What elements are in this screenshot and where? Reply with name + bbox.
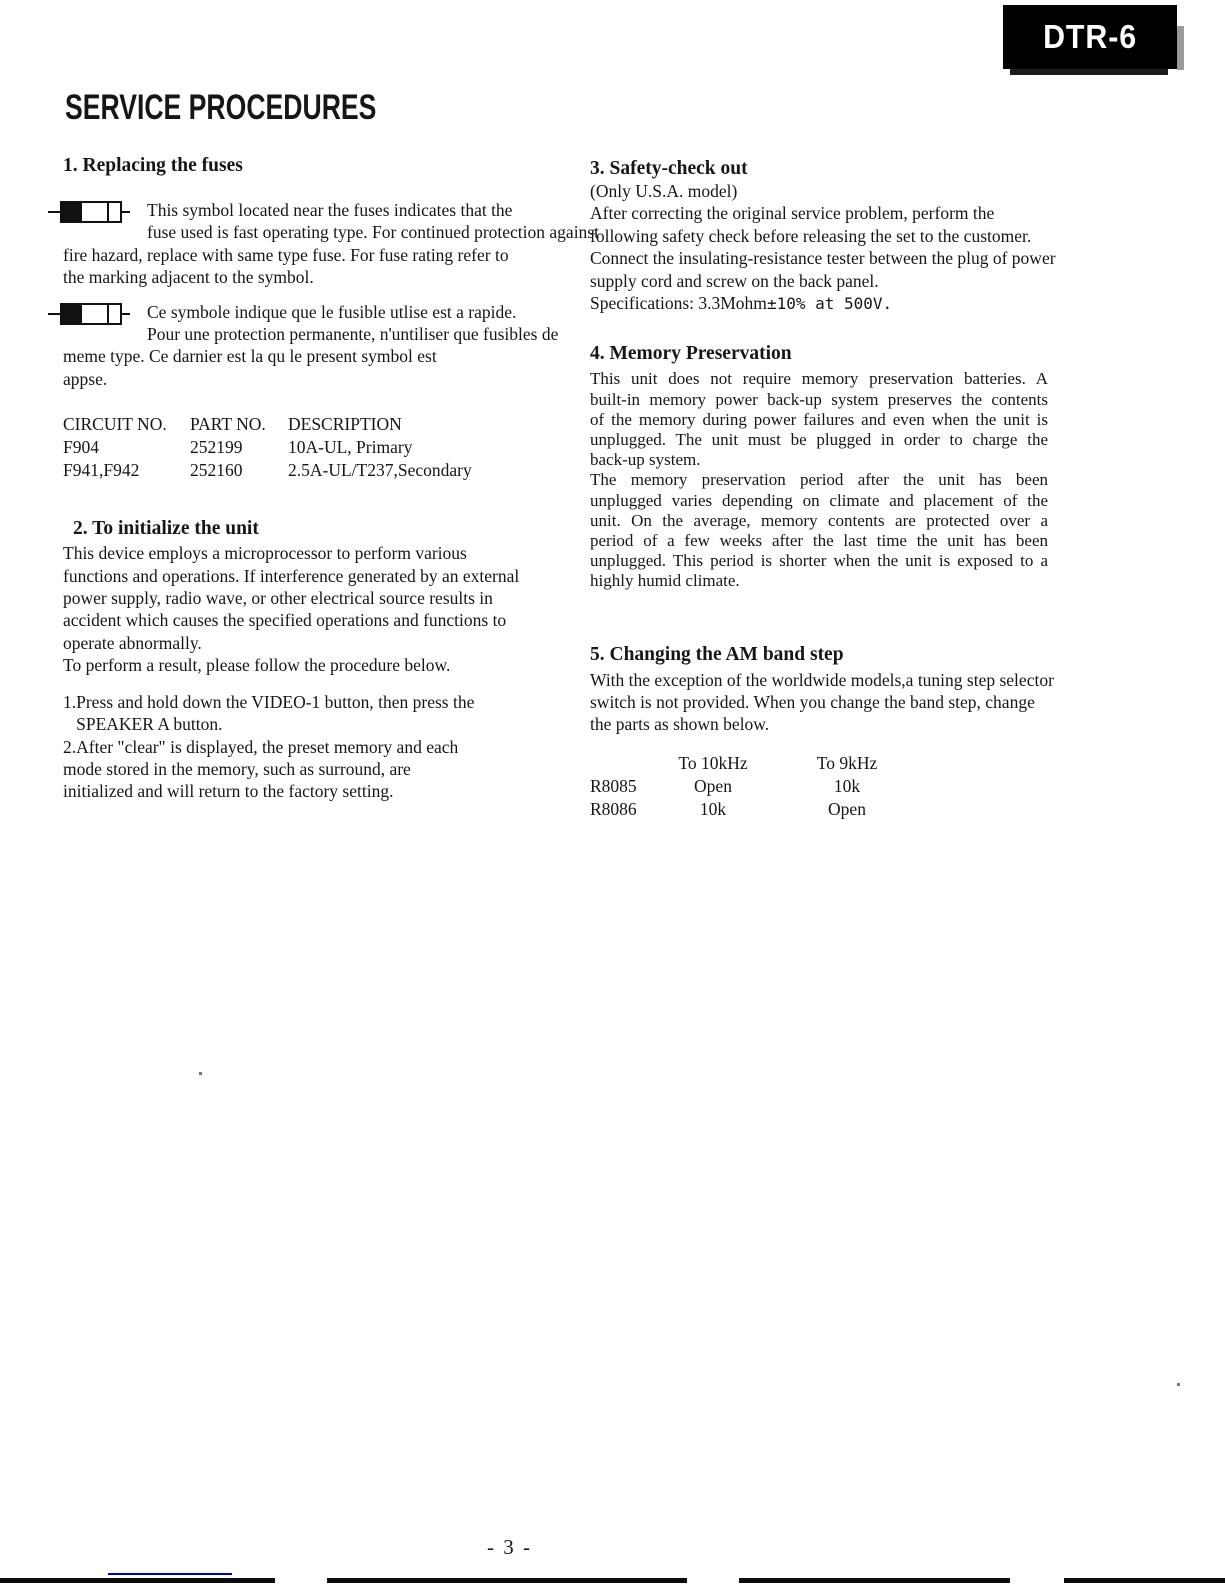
table-cell: DESCRIPTION [288, 414, 402, 435]
section-4-paragraph-1 [590, 369, 1048, 470]
table-row [590, 775, 930, 798]
right-column [590, 158, 1068, 821]
text-line: period of a few weeks after the last time the unit has been [590, 531, 1048, 551]
text-line: 2.After "clear" is displayed, the preset memory and each [63, 736, 459, 757]
text-line: back-up system. [590, 450, 701, 470]
section-3-paragraph [590, 202, 1068, 292]
section-2-steps [63, 691, 545, 803]
table-header-row [590, 752, 930, 775]
section-3-subheading: (Only U.S.A. model) [590, 181, 738, 201]
fuse-parts-table [63, 413, 545, 482]
table-cell: Open [694, 775, 732, 796]
text-line: 1.Press and hold down the VIDEO-1 button, then press the [63, 691, 475, 712]
table-cell: PART NO. [190, 414, 266, 435]
section-4-heading: 4. Memory Preservation [590, 343, 792, 365]
text-line: meme type. Ce darnier est la qu le present symbol est [63, 346, 437, 367]
text-line: appse. [63, 368, 108, 389]
table-cell: F941,F942 [63, 460, 140, 481]
table-cell: F904 [63, 437, 99, 458]
table-cell: To 10kHz [678, 752, 748, 773]
table-cell: To 9kHz [816, 752, 878, 773]
table-cell [590, 752, 652, 775]
text-line: power supply, radio wave, or other electrical source results in [63, 588, 493, 609]
text-line: SPEAKER A button. [63, 714, 223, 735]
text-line: unplugged. The unit must be plugged in order to charge the [590, 430, 1048, 450]
section-1-heading: 1. Replacing the fuses [63, 155, 243, 176]
text-line: unit. On the average, memory contents are protected over a [590, 510, 1048, 530]
text-line: fire hazard, replace with same type fuse. For fuse rating refer to [63, 244, 509, 265]
scan-artifact-bar [327, 1578, 687, 1583]
scan-speck [199, 1072, 202, 1075]
table-cell: 10k [833, 775, 861, 796]
table-cell: 10A-UL, Primary [288, 437, 413, 458]
text-line: following safety check before releasing the set to the customer. [590, 225, 1032, 246]
text-line: initialized and will return to the factory setting. [63, 781, 394, 802]
text-line: highly humid climate. [590, 571, 740, 591]
table-cell: Open [828, 798, 866, 819]
text-line: After correcting the original service problem, perform the [590, 203, 995, 224]
table-cell: R8085 [590, 775, 637, 796]
table-cell: 252199 [190, 437, 243, 458]
page-number: - 3 - [487, 1535, 532, 1559]
text-line: mode stored in the memory, such as surround, are [63, 758, 411, 779]
text-line: fuse used is fast operating type. For continued protection against [147, 222, 599, 243]
scan-artifact [1177, 26, 1184, 70]
table-cell: R8086 [590, 798, 637, 819]
table-cell: 10k [699, 798, 727, 819]
table-row [590, 798, 930, 821]
section-2-heading: 2. To initialize the unit [73, 518, 259, 540]
section-1-paragraph-fr [63, 301, 559, 391]
text-line: Ce symbole indique que le fusible utlise est a rapide. [147, 301, 517, 322]
table-cell: 2.5A-UL/T237,Secondary [288, 460, 472, 481]
text-line: To perform a result, please follow the procedure below. [63, 655, 451, 676]
model-badge [1003, 5, 1177, 69]
text-line: Connect the insulating-resistance tester between the plug of power [590, 248, 1056, 269]
text-line: The memory preservation period after the unit has been [590, 470, 1048, 490]
text-line: With the exception of the worldwide models,a tuning step selector [590, 669, 1054, 690]
specifications-line [590, 292, 1068, 315]
text-line: the marking adjacent to the symbol. [63, 267, 314, 288]
text-line: accident which causes the specified operations and functions to [63, 610, 507, 631]
text-line: functions and operations. If interference generated by an external [63, 565, 520, 586]
text-line: supply cord and screw on the back panel. [590, 270, 879, 291]
scan-artifact-blue-line [108, 1573, 232, 1575]
spec-value: ±10% at 500V. [766, 294, 893, 314]
scan-artifact-bar [739, 1578, 1010, 1583]
text-line: This unit does not require memory preservation batteries. A [590, 369, 1048, 389]
section-3-heading: 3. Safety-check out [590, 158, 748, 179]
band-step-table [590, 752, 930, 821]
text-line: switch is not provided. When you change the band step, change [590, 692, 1035, 713]
scan-speck [1177, 1383, 1180, 1386]
page-title: SERVICE PROCEDURES [65, 88, 377, 127]
table-row [63, 459, 545, 482]
table-cell: 252160 [190, 460, 243, 481]
section-5-heading: 5. Changing the AM band step [590, 643, 844, 665]
section-5-paragraph [590, 669, 1068, 736]
section-4-paragraph-2 [590, 470, 1048, 591]
scan-artifact-bar [0, 1578, 275, 1583]
model-badge-label: DTR-6 [1042, 18, 1137, 55]
text-line: Pour une protection permanente, n'untiliser que fusibles de [147, 324, 559, 345]
left-column [63, 155, 599, 803]
table-cell: CIRCUIT NO. [63, 414, 167, 435]
section-2-paragraph [63, 542, 545, 676]
section-1-paragraph-en [63, 199, 599, 289]
text-line: This symbol located near the fuses indicates that the [147, 200, 513, 220]
spec-prefix: Specifications: 3.3Mohm [590, 293, 767, 314]
fuse-symbol-icon [48, 303, 130, 325]
table-row [63, 436, 545, 459]
text-line: This device employs a microprocessor to perform various [63, 543, 467, 564]
text-line: the parts as shown below. [590, 714, 770, 735]
scan-artifact-bar [1064, 1578, 1225, 1583]
text-line: of the memory during power failures and even when the unit is [590, 409, 1048, 429]
fuse-symbol-icon [48, 201, 130, 223]
text-line: built-in memory power back-up system preserves the contents [590, 389, 1048, 409]
text-line: operate abnormally. [63, 632, 202, 653]
text-line: unplugged. This period is shorter when the unit is exposed to a [590, 551, 1048, 571]
table-header-row [63, 413, 545, 436]
text-line: unplugged varies depending on climate and placement of the [590, 490, 1048, 510]
scan-artifact [1010, 69, 1168, 75]
